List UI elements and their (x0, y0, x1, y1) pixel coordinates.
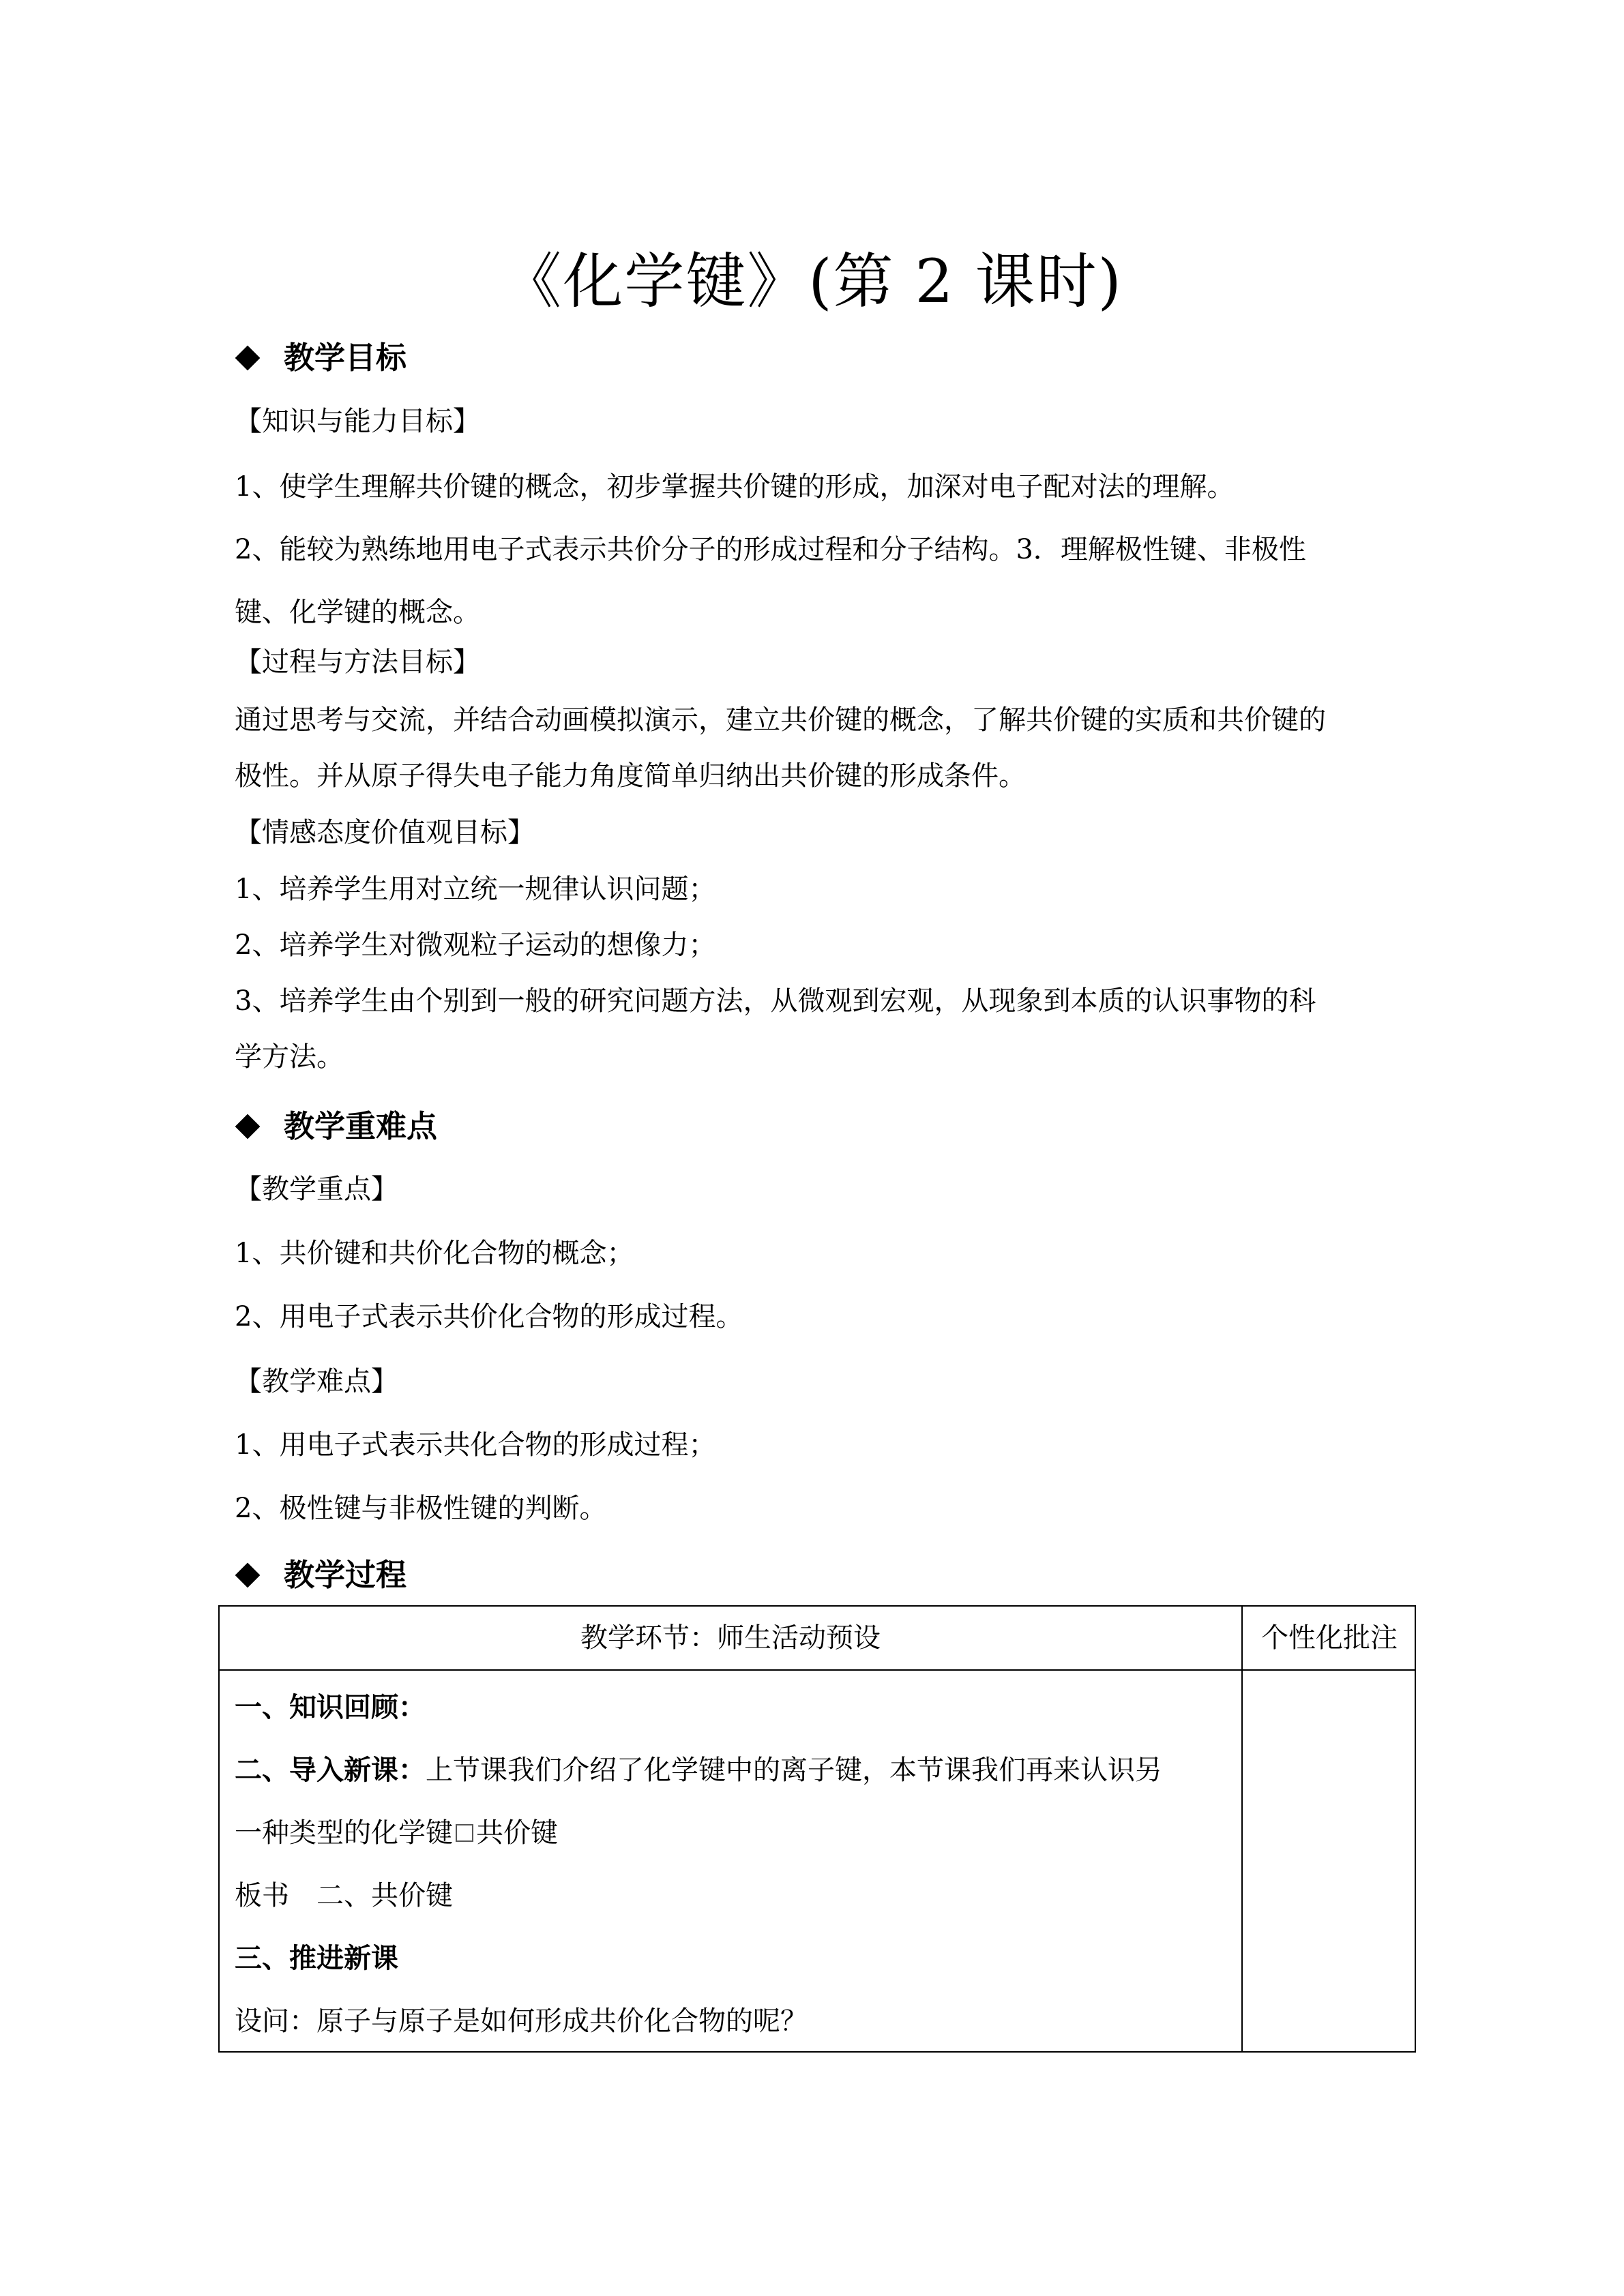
diamond-bullet-icon (235, 345, 261, 370)
table-header-divider (220, 1669, 1415, 1671)
missing-glyph-box-icon (456, 1824, 473, 1842)
section-heading-objectives (235, 338, 407, 378)
row-intro-cont-b: 共价键 (476, 1817, 558, 1849)
section-heading-key-points (235, 1106, 437, 1147)
difficulty-item-2: 2、极性键与非极性键的判断。 (235, 1493, 607, 1524)
row-intro-cont-a: 一种类型的化学键 (235, 1817, 453, 1849)
teaching-process-table (218, 1605, 1416, 2053)
emotion-goals-label: 【情感态度价值观目标】 (235, 817, 535, 848)
page-title: 《化学键》(第 2 课时) (501, 246, 1123, 316)
row-advance-lesson: 三、推进新课 (235, 1942, 398, 1974)
emotion-goal-2: 2、培养学生对微观粒子运动的想像力； (235, 929, 716, 961)
row-intro-label: 二、导入新课： (235, 1754, 426, 1786)
focus-item-2: 2、用电子式表示共价化合物的形成过程。 (235, 1301, 743, 1332)
table-header-activities: 教学环节：师生活动预设 (580, 1622, 881, 1654)
process-goal-line-1: 通过思考与交流，并结合动画模拟演示，建立共价键的概念，了解共价键的实质和共价键的 (235, 704, 1326, 736)
knowledge-goal-2-line-2: 键、化学键的概念。 (235, 597, 480, 628)
table-column-divider (1241, 1607, 1243, 2051)
row-board-writing: 板书 二、共价键 (235, 1880, 453, 1911)
knowledge-goal-1: 1、使学生理解共价键的概念，初步掌握共价键的形成，加深对电子配对法的理解。 (235, 471, 1235, 503)
row-intro (235, 1753, 1162, 1788)
process-goals-label: 【过程与方法目标】 (235, 646, 480, 678)
row-knowledge-review: 一、知识回顾： (235, 1691, 426, 1723)
row-question: 设问：原子与原子是如何形成共价化合物的呢？ (235, 2006, 808, 2037)
row-intro-continued (235, 1815, 558, 1851)
section-title: 教学目标 (284, 340, 407, 376)
section-title: 教学过程 (284, 1557, 407, 1593)
knowledge-goal-2-line-1: 2、能较为熟练地用电子式表示共价分子的形成过程和分子结构。3．理解极性键、非极性 (235, 534, 1306, 565)
knowledge-goals-label: 【知识与能力目标】 (235, 406, 480, 437)
focus-item-1: 1、共价键和共价化合物的概念； (235, 1238, 634, 1269)
section-heading-process (235, 1555, 407, 1596)
difficulty-label: 【教学难点】 (235, 1366, 398, 1397)
emotion-goal-3-line-1: 3、培养学生由个别到一般的研究问题方法，从微观到宏观，从现象到本质的认识事物的科 (235, 985, 1316, 1017)
section-title: 教学重难点 (284, 1108, 438, 1144)
focus-label: 【教学重点】 (235, 1174, 398, 1205)
difficulty-item-1: 1、用电子式表示共化合物的形成过程； (235, 1429, 716, 1461)
diamond-bullet-icon (235, 1114, 261, 1139)
emotion-goal-3-line-2: 学方法。 (235, 1041, 344, 1073)
diamond-bullet-icon (235, 1562, 261, 1587)
process-goal-line-2: 极性。并从原子得失电子能力角度简单归纳出共价键的形成条件。 (235, 760, 1026, 792)
row-intro-text: 上节课我们介绍了化学键中的离子键，本节课我们再来认识另 (426, 1755, 1162, 1786)
table-header-notes: 个性化批注 (1261, 1622, 1398, 1654)
emotion-goal-1: 1、培养学生用对立统一规律认识问题； (235, 874, 716, 905)
